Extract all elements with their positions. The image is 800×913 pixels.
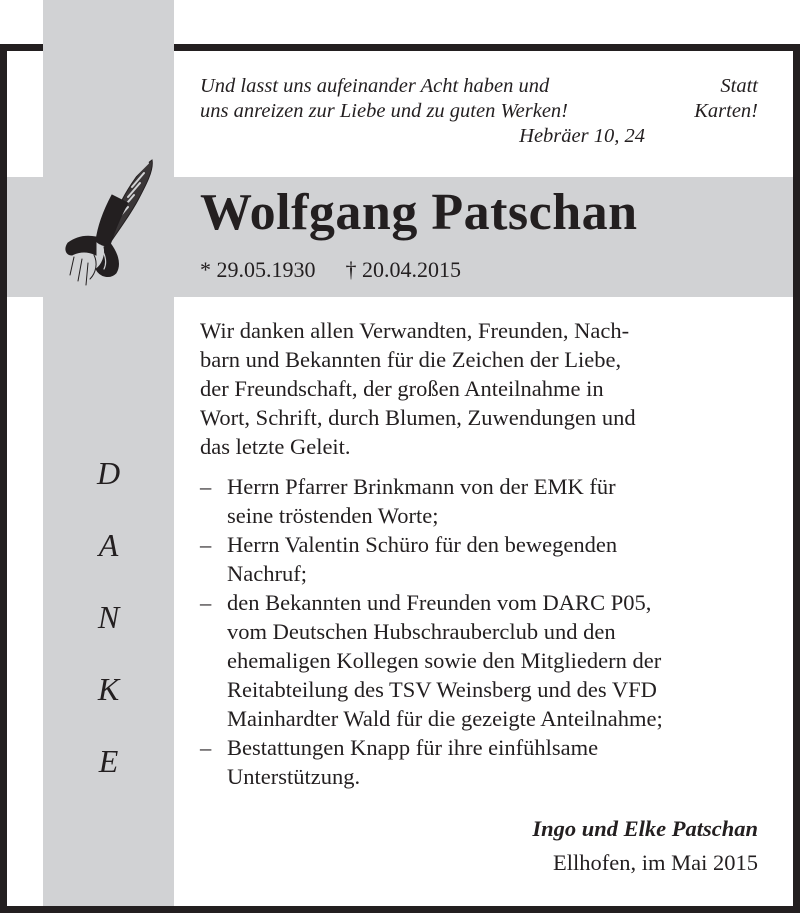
thanks-line: seine tröstenden Worte; (227, 503, 439, 528)
statt-label: Statt (720, 75, 758, 97)
danke-vertical-word (43, 437, 174, 797)
dash-bullet: – (200, 590, 212, 615)
danke-letter: A (98, 527, 119, 563)
thanks-line: Herrn Pfarrer Brinkmann von der EMK für (227, 474, 616, 499)
thanks-item (200, 588, 760, 733)
verse-line: Und lasst uns aufeinander Acht haben und (200, 75, 550, 97)
thanks-body (200, 316, 760, 791)
bible-verse (200, 74, 645, 149)
intro-line: der Freundschaft, der großen Anteilnahme in (200, 376, 604, 401)
birth-date: * 29.05.1930 (200, 257, 316, 282)
danke-letter: K (97, 671, 120, 707)
statt-karten (694, 74, 758, 124)
danke-letter: E (98, 743, 119, 779)
verse-reference: Hebräer 10, 24 (519, 125, 645, 147)
thanks-line: den Bekannten und Freunden vom DARC P05, (227, 590, 652, 615)
intro-line: das letzte Geleit. (200, 434, 351, 459)
verse-line: uns anreizen zur Liebe und zu guten Werken! (200, 100, 569, 122)
thanks-line: Reitabteilung des TSV Weinsberg und des VFD (227, 677, 657, 702)
thanks-line: Nachruf; (227, 561, 307, 586)
dash-bullet: – (200, 474, 212, 499)
dash-bullet: – (200, 532, 212, 557)
thanks-item (200, 472, 760, 530)
intro-line: Wir danken allen Verwandten, Freunden, Nach- (200, 318, 630, 343)
thanks-item (200, 733, 760, 791)
deceased-name: Wolfgang Patschan (200, 184, 638, 241)
praying-hands-icon (52, 155, 162, 290)
danke-letter: N (97, 599, 120, 635)
thanks-list (200, 472, 760, 791)
signature-block (532, 812, 758, 880)
thanks-line: Herrn Valentin Schüro für den bewegenden (227, 532, 618, 557)
intro-line: barn und Bekannten für die Zeichen der Liebe, (200, 347, 622, 372)
thanks-line: Unterstützung. (227, 764, 361, 789)
danke-letter: D (96, 455, 121, 491)
signature-names: Ingo und Elke Patschan (532, 816, 758, 841)
thanks-item (200, 530, 760, 588)
thanks-line: Mainhardter Wald für die gezeigte Anteilnahme; (227, 706, 663, 731)
intro-line: Wort, Schrift, durch Blumen, Zuwendungen und (200, 405, 636, 430)
thanks-line: Bestattungen Knapp für ihre einfühlsame (227, 735, 599, 760)
intro-paragraph (200, 316, 760, 461)
dash-bullet: – (200, 735, 212, 760)
life-dates (200, 255, 491, 285)
karten-label: Karten! (694, 100, 758, 122)
place-date: Ellhofen, im Mai 2015 (553, 850, 758, 875)
thanks-line: vom Deutschen Hubschrauberclub und den (227, 619, 616, 644)
death-date: † 20.04.2015 (345, 257, 461, 282)
thanks-line: ehemaligen Kollegen sowie den Mitgliedern der (227, 648, 662, 673)
